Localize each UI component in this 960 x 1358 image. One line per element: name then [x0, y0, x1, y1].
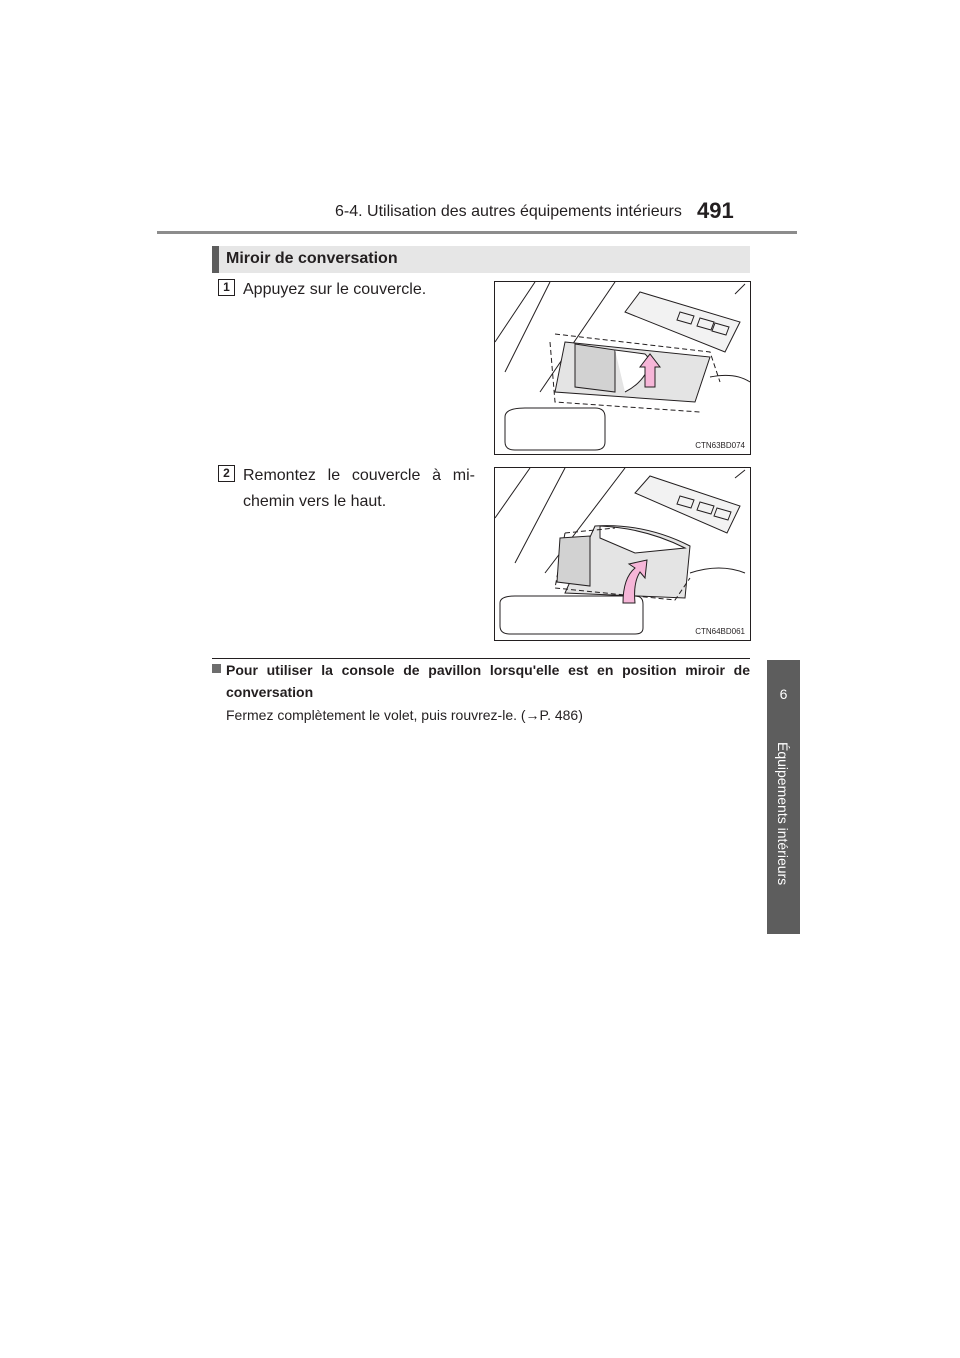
note-heading: Pour utiliser la console de pavillon lorsqu'elle est en position miroir de conversation	[226, 662, 750, 700]
overhead-console-raise-illustration	[495, 468, 750, 640]
figure-code-1: CTN63BD074	[695, 441, 745, 450]
overhead-console-press-illustration	[495, 282, 750, 454]
section-title: Miroir de conversation	[226, 250, 398, 267]
page-number: 491	[697, 198, 734, 223]
section-title-accent	[212, 246, 219, 273]
step-number-2: 2	[218, 465, 235, 482]
chapter-tab-number: 6	[779, 686, 788, 702]
note-square-bullet	[212, 664, 221, 673]
header-rule	[157, 231, 797, 234]
illustration-press-cover	[494, 281, 751, 455]
step-number-1: 1	[218, 279, 235, 296]
note-body: Fermez complètement le volet, puis rouvrez-le. (→P. 486)	[226, 707, 583, 723]
chapter-tab-label: Équipements intérieurs	[775, 742, 791, 886]
figure-code-2: CTN64BD061	[695, 627, 745, 636]
step-text-1: Appuyez sur le couvercle.	[243, 281, 427, 298]
step-text-2: Remontez le couvercle à mi-chemin vers le haut.	[243, 467, 475, 510]
chapter-tab-label-wrap	[775, 700, 793, 900]
running-header-section: 6-4. Utilisation des autres équipements intérieurs	[335, 203, 682, 220]
illustration-raise-cover	[494, 467, 751, 641]
